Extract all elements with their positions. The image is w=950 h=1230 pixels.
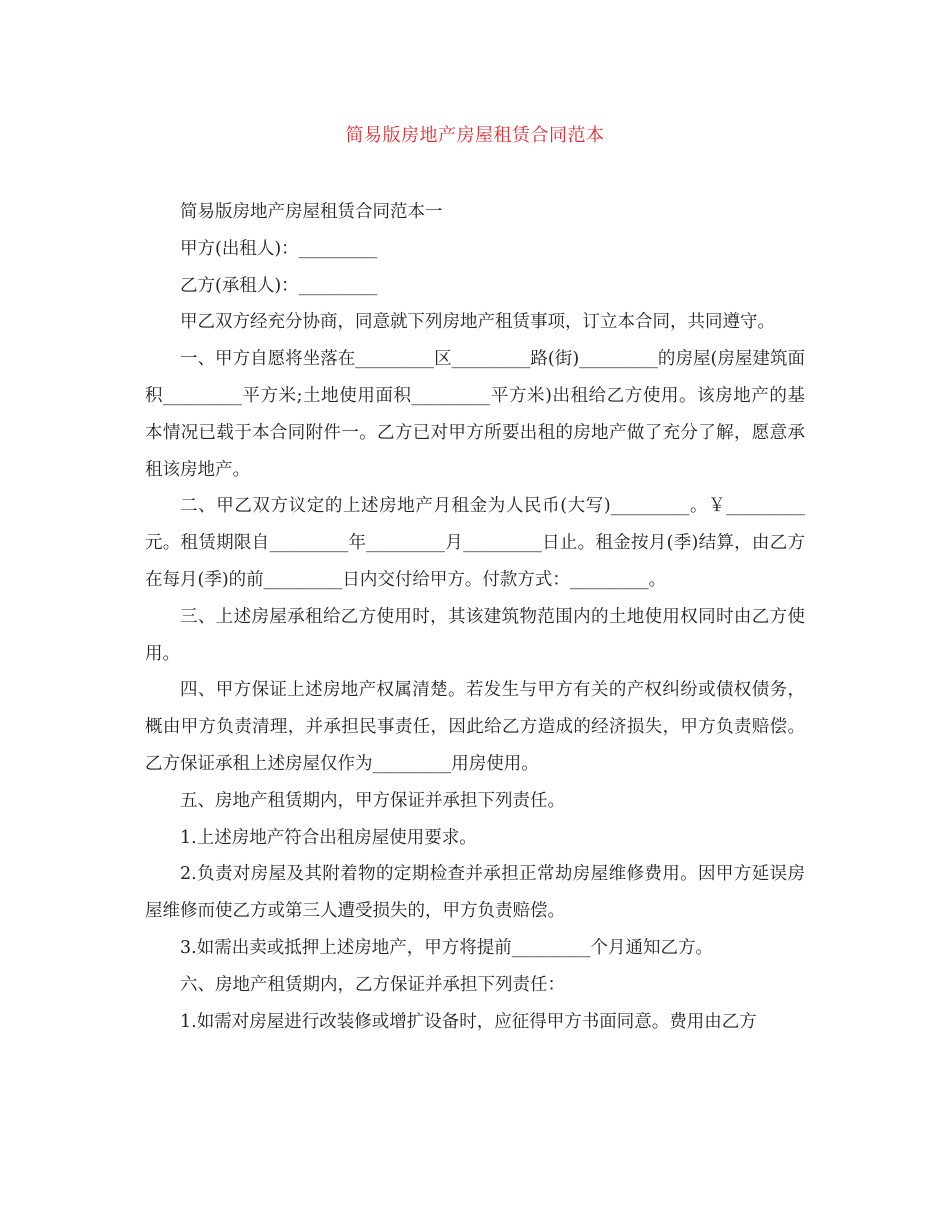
- clause-5: 五、房地产租赁期内，甲方保证并承担下列责任。: [180, 790, 565, 811]
- clause-5-item-1: 1.上述房地产符合出租房屋使用要求。: [180, 827, 477, 848]
- party-a-line: 甲方(出租人)：_________: [180, 238, 378, 259]
- clause-6: 六、房地产租赁期内，乙方保证并承担下列责任：: [180, 974, 565, 995]
- clause-2: 二、甲乙双方议定的上述房地产月租金为人民币(大写)_________。￥_________元。租赁期限自_________年_________月_________日止。租金按月(季)结算，由乙方在每月(季)的前_________日内交付给甲方。付款方式：_________。: [145, 496, 805, 590]
- clause-6-item-1: 1.如需对房屋进行改装修或增扩设备时，应征得甲方书面同意。费用由乙方: [180, 1011, 757, 1032]
- clause-3: 三、上述房屋承租给乙方使用时，其该建筑物范围内的土地使用权同时由乙方使用。: [145, 606, 805, 664]
- clause-5-item-3: 3.如需出卖或抵押上述房地产，甲方将提前_________个月通知乙方。: [180, 937, 713, 958]
- clause-4: 四、甲方保证上述房地产权属清楚。若发生与甲方有关的产权纠纷或债权债务，概由甲方负责清理，并承担民事责任，因此给乙方造成的经济损失，甲方负责赔偿。乙方保证承租上述房屋仅作为_________用房使用。: [145, 680, 805, 774]
- document-title: 简易版房地产房屋租赁合同范本: [345, 125, 605, 146]
- contract-subtitle: 简易版房地产房屋租赁合同范本一: [180, 202, 443, 222]
- clause-1: 一、甲方自愿将坐落在_________区_________路(街)_________的房屋(房屋建筑面积_________平方米;土地使用面积_________平方米)出租给乙方使用。该房地产的基本情况已载于本合同附件一。乙方已对甲方所要出租的房地产做了充分了解，愿意承租该房地产。: [145, 349, 805, 480]
- document-body: [145, 194, 805, 1040]
- preamble-paragraph: 甲乙双方经充分协商，同意就下列房地产租赁事项，订立本合同，共同遵守。: [180, 312, 775, 333]
- party-b-line: 乙方(承租人)：_________: [180, 275, 378, 296]
- clause-5-item-2: 2.负责对房屋及其附着物的定期检查并承担正常劫房屋维修费用。因甲方延误房屋维修而使乙方或第三人遭受损失的，甲方负责赔偿。: [145, 864, 805, 922]
